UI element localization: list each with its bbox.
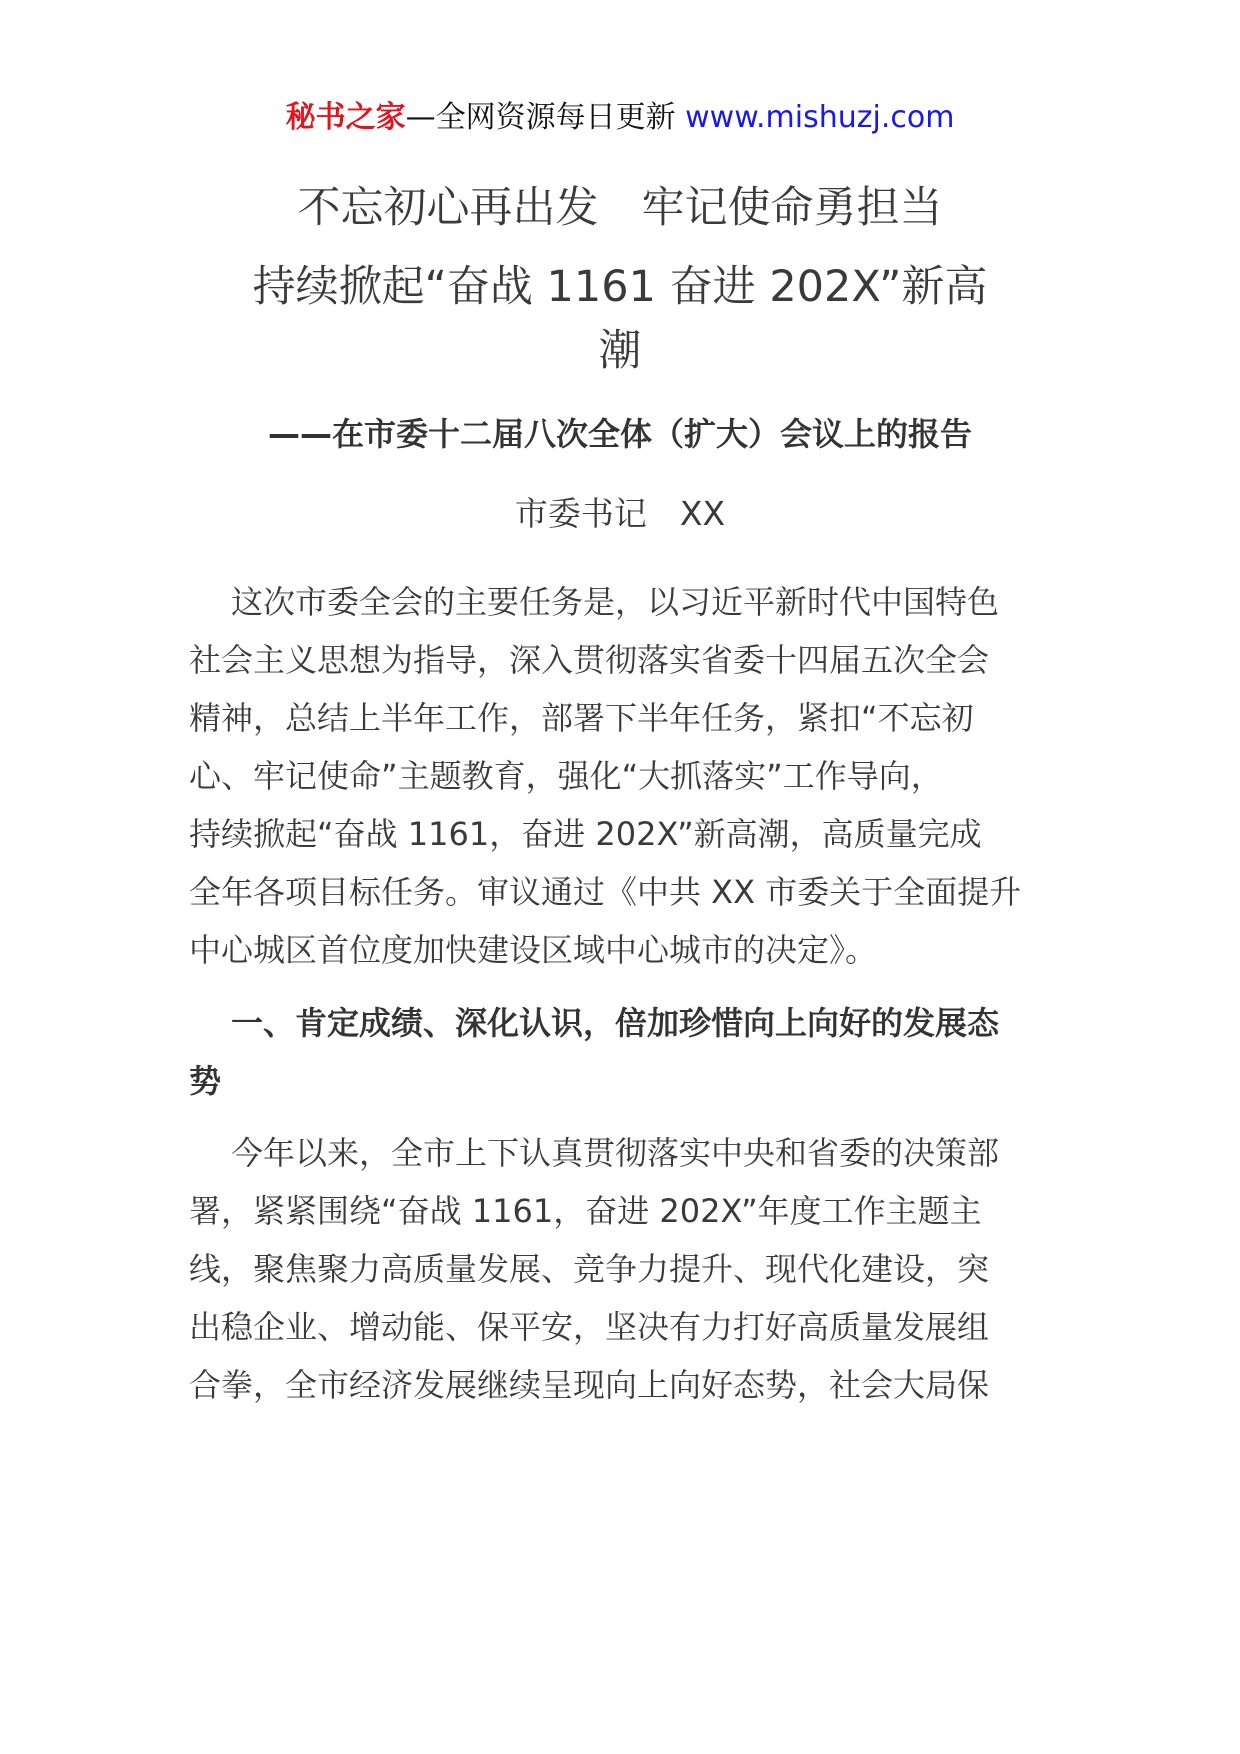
header-tagline: —全网资源每日更新	[405, 100, 686, 135]
body-line: 精神，总结上半年工作，部署下半年任务，紧扣“不忘初	[189, 699, 974, 737]
brand-name: 秘书之家	[285, 100, 406, 135]
section-heading-line: 势	[189, 1062, 222, 1100]
body-line: 中心城区首位度加快建设区域中心城市的决定》。	[189, 931, 878, 969]
section-heading-line: 一、肯定成绩、深化认识，倍加珍惜向上向好的发展态	[231, 1004, 1000, 1042]
body-line: 合拳，全市经济发展继续呈现向上向好态势，社会大局保	[189, 1366, 990, 1404]
document-title-line-3: 潮	[598, 326, 642, 376]
document-subtitle: ——在市委十二届八次全体（扩大）会议上的报告	[267, 415, 972, 453]
body-line: 心、牢记使命”主题教育，强化“大抓落实”工作导向，	[189, 757, 943, 795]
body-line: 线，聚焦聚力高质量发展、竞争力提升、现代化建设，突	[189, 1250, 990, 1288]
body-line: 这次市委全会的主要任务是，以习近平新时代中国特色	[231, 583, 1000, 621]
body-line: 署，紧紧围绕“奋战 1161，奋进 202X”年度工作主题主	[189, 1192, 982, 1230]
site-header	[0, 98, 1240, 138]
site-url-link[interactable]: www.mishuzj.com	[685, 100, 955, 135]
document-author: 市委书记 XX	[514, 494, 726, 533]
document-title-line-2: 持续掀起“奋战 1161 奋进 202X”新高	[252, 262, 988, 312]
body-line: 持续掀起“奋战 1161，奋进 202X”新高潮，高质量完成	[189, 815, 982, 853]
body-line: 出稳企业、增动能、保平安，坚决有力打好高质量发展组	[189, 1308, 990, 1346]
body-line: 全年各项目标任务。审议通过《中共 XX 市委关于全面提升	[189, 873, 1022, 911]
document-title-line-1: 不忘初心再出发 牢记使命勇担当	[297, 183, 943, 233]
body-line: 社会主义思想为指导，深入贯彻落实省委十四届五次全会	[189, 641, 990, 679]
body-line: 今年以来，全市上下认真贯彻落实中央和省委的决策部	[231, 1134, 1000, 1172]
